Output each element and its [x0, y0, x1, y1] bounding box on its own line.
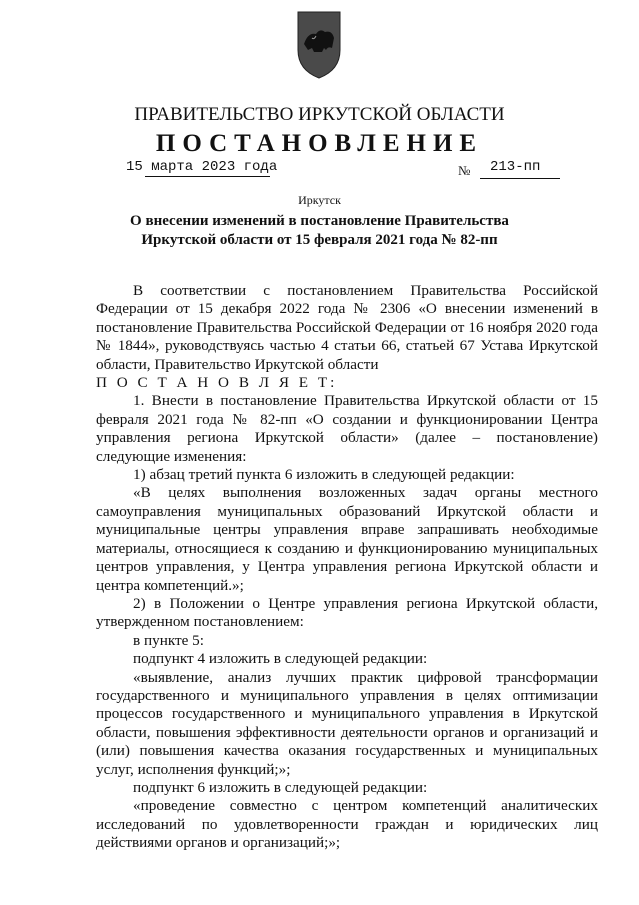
subclause-1-paragraph: 1) абзац третий пункта 6 изложить в следующей редакции: — [133, 466, 515, 484]
document-type: ПОСТАНОВЛЕНИЕ — [155, 130, 484, 157]
document-date: 15 марта 2023 года — [126, 159, 278, 175]
subclause-2-paragraph: 2) в Положении о Центре управления региона Иркутской области, утвержденном постановлением: — [96, 594, 598, 631]
document-body — [96, 282, 598, 853]
subpoint-4-paragraph: подпункт 4 изложить в следующей редакции: — [133, 650, 428, 668]
subpoint-4-text-paragraph: «выявление, анализ лучших практик цифровой трансформации государственного и муниципального управления в целях оптимизации процессов государственного и муниципального управления в Иркутской области, повышения эффективности деятельности органов и организаций и (или) повышения качества оказания государственных и муниципальных услуг, исполнения функций;»; — [96, 668, 598, 778]
resolves-heading: П О С Т А Н О В Л Я Е Т: — [96, 374, 338, 392]
subject-line-1: О внесении изменений в постановление Правительства — [130, 213, 509, 229]
document-subject — [100, 212, 539, 250]
subpoint-6-paragraph: подпункт 6 изложить в следующей редакции: — [133, 778, 428, 796]
subpoint-6-text-paragraph: «проведение совместно с центром компетенций аналитических исследований по удовлетворенности граждан и юридических лиц действиями органов и организаций;»; — [96, 797, 598, 852]
document-number: 213-пп — [490, 159, 541, 175]
date-underline — [145, 176, 270, 177]
quoted-text-paragraph: «В целях выполнения возложенных задач органы местного самоуправления муниципальных образований Иркутской области и муниципальные центры управления вправе запрашивать необходимые материалы, относящиеся к созданию и функционированию муниципальных центров управления, у Центра управления региона Иркутской области и центра компетенций.»; — [96, 484, 598, 594]
point-5-paragraph: в пункте 5: — [133, 631, 204, 649]
number-sign: № — [458, 163, 471, 178]
clause-1-paragraph: 1. Внести в постановление Правительства Иркутской области от 15 февраля 2021 года № 82-пп «О создании и функционировании Центра управления региона Иркутской области» (далее – постановление) следующие изменения: — [96, 392, 598, 465]
number-underline — [480, 178, 560, 179]
subject-line-2: Иркутской области от 15 февраля 2021 года № 82-пп — [141, 232, 498, 248]
preamble-paragraph: В соответствии с постановлением Правительства Российской Федерации от 15 декабря 2022 года № 2306 «О внесении изменений в постановление Правительства Российской Федерации от 16 ноября 2020 года № 1844», руководствуясь частью 4 статьи 66, статьей 67 Устава Иркутской области, Правительство Иркутской области — [96, 282, 598, 373]
city: Иркутск — [298, 193, 341, 207]
coat-of-arms-icon — [294, 10, 344, 80]
government-name: ПРАВИТЕЛЬСТВО ИРКУТСКОЙ ОБЛАСТИ — [134, 104, 505, 125]
